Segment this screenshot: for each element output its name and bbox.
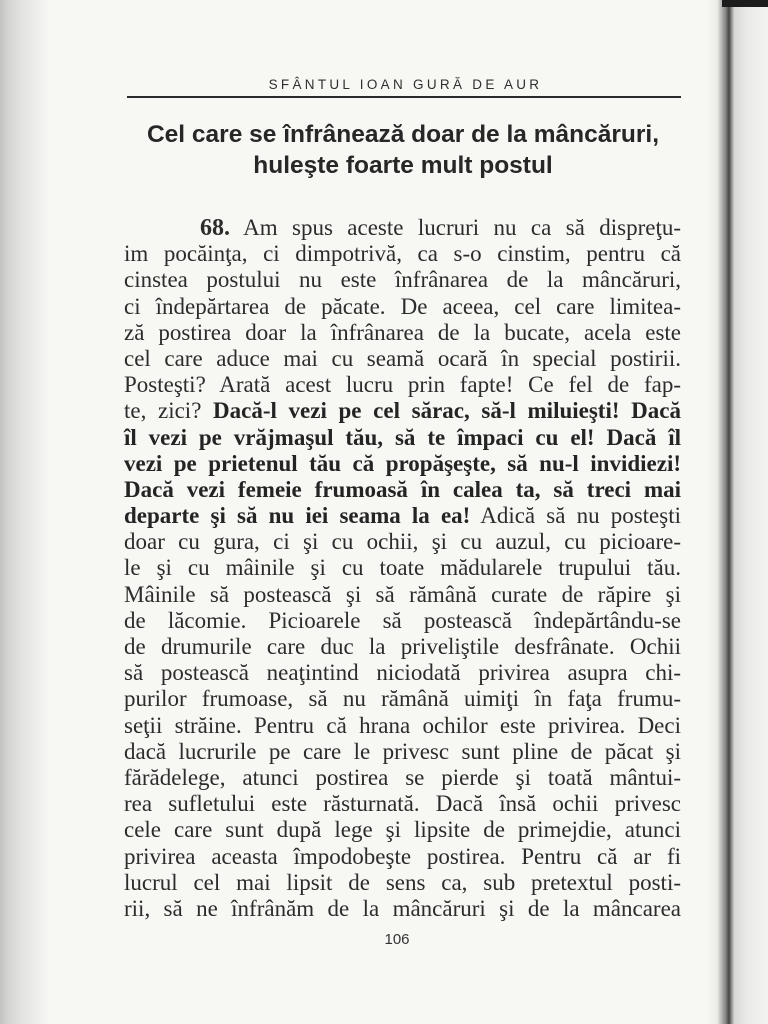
text-line	[124, 844, 681, 870]
bold-text-segment: vezi pe prietenul tău că propăşeşte, să nu-l invidiezi!	[124, 450, 681, 476]
text-line	[124, 765, 681, 791]
section-title-line: Cel care se înfrânează doar de la mâncăruri,	[146, 121, 659, 148]
text-line	[124, 555, 681, 581]
page-number: 106	[384, 931, 410, 948]
bold-text-segment: Dacă-l vezi pe cel sărac, să-l miluieşti! Dacă	[213, 398, 681, 424]
text-segment: seţii străine. Pentru că hrana ochilor este privirea. Deci	[124, 712, 681, 738]
text-line	[124, 896, 681, 922]
text-segment: privirea aceasta împodobeşte postirea. Pentru că ar fi	[124, 843, 681, 869]
section-title	[110, 119, 696, 181]
text-segment: le şi cu mâinile şi cu toate mădularele trupului tău.	[124, 555, 681, 581]
body-text	[124, 215, 681, 922]
running-header: SFÂNTUL IOAN GURĂ DE AUR	[268, 77, 543, 92]
page-stack-edge	[0, 0, 50, 1024]
book-gutter-shadow	[706, 0, 734, 1024]
text-line	[124, 241, 681, 267]
text-line	[124, 660, 681, 686]
section-title-line: huleşte foarte mult postul	[253, 152, 553, 179]
text-line	[124, 817, 681, 843]
text-segment: dacă lucrurile pe care le privesc sunt pline de păcat şi	[124, 738, 681, 764]
bold-text-segment: departe şi să nu iei seama la ea!	[124, 503, 471, 529]
text-line	[124, 320, 681, 346]
text-line	[124, 634, 681, 660]
text-line	[124, 529, 681, 555]
text-segment: ci îndepărtarea de păcate. De aceea, cel care limitea-	[124, 293, 681, 319]
text-line	[124, 215, 681, 241]
text-line	[124, 870, 681, 896]
text-segment: im pocăinţa, ci dimpotrivă, ca s-o cinstim, pentru că	[124, 241, 681, 267]
text-segment: să postească neaţintind niciodată privirea asupra chi-	[124, 660, 681, 686]
bold-text-segment: Dacă vezi femeie frumoasă în calea ta, să treci mai	[124, 476, 681, 502]
text-line	[124, 451, 681, 477]
text-line	[124, 477, 681, 503]
text-segment: ză postirea doar la înfrânarea de la bucate, acela este	[124, 319, 681, 345]
text-line	[124, 791, 681, 817]
text-line	[124, 582, 681, 608]
bold-text-segment: îl vezi pe vrăjmaşul tău, să te împaci cu el! Dacă îl	[124, 424, 681, 450]
text-segment: Mâinile să postească şi să rămână curate de răpire şi	[124, 581, 681, 607]
text-segment: fărădelege, atunci postirea se pierde şi toată mântui-	[124, 764, 681, 790]
text-segment: lucrul cel mai lipsit de sens ca, sub pretextul posti-	[124, 869, 681, 895]
text-line	[124, 425, 681, 451]
text-segment: purilor frumoase, să nu rămână uimiţi în faţa frumu-	[124, 686, 681, 712]
text-segment: Am spus aceste lucruri nu ca să dispreţu-	[243, 215, 682, 240]
text-line	[124, 739, 681, 765]
text-line	[124, 267, 681, 293]
text-line	[124, 713, 681, 739]
text-line	[124, 294, 681, 320]
text-line	[124, 372, 681, 398]
text-line	[124, 346, 681, 372]
text-segment: cinstea postului nu este înfrânarea de la mâncăruri,	[124, 267, 681, 293]
scan-corner-shadow	[722, 0, 768, 7]
facing-page-edge	[734, 0, 768, 1024]
text-segment: Posteşti? Arată acest lucru prin fapte! Ce fel de fap-	[124, 372, 681, 398]
text-segment: rea sufletului este răsturnată. Dacă însă ochii privesc	[124, 791, 681, 817]
text-segment: cele care sunt după lege şi lipsite de primejdie, atunci	[124, 817, 681, 843]
text-segment: rii, să ne înfrânăm de la mâncăruri şi de la mâncarea	[124, 895, 681, 921]
text-segment: te, zici?	[124, 398, 214, 424]
text-segment: Adică să nu posteşti	[470, 503, 681, 529]
text-line	[124, 503, 681, 529]
text-segment: de lăcomie. Picioarele să postească îndepărtându-se	[124, 607, 681, 633]
paragraph-number: 68.	[200, 215, 230, 241]
text-segment: de drumurile care duc la priveliştile desfrânate. Ochii	[124, 634, 681, 659]
text-line	[124, 608, 681, 634]
text-segment: doar cu gura, ci şi cu ochii, şi cu auzul, cu picioare-	[124, 529, 681, 555]
text-line	[124, 398, 681, 424]
text-line	[124, 686, 681, 712]
text-segment: cel care aduce mai cu seamă ocară în special postirii.	[124, 345, 681, 371]
header-rule	[127, 96, 681, 98]
